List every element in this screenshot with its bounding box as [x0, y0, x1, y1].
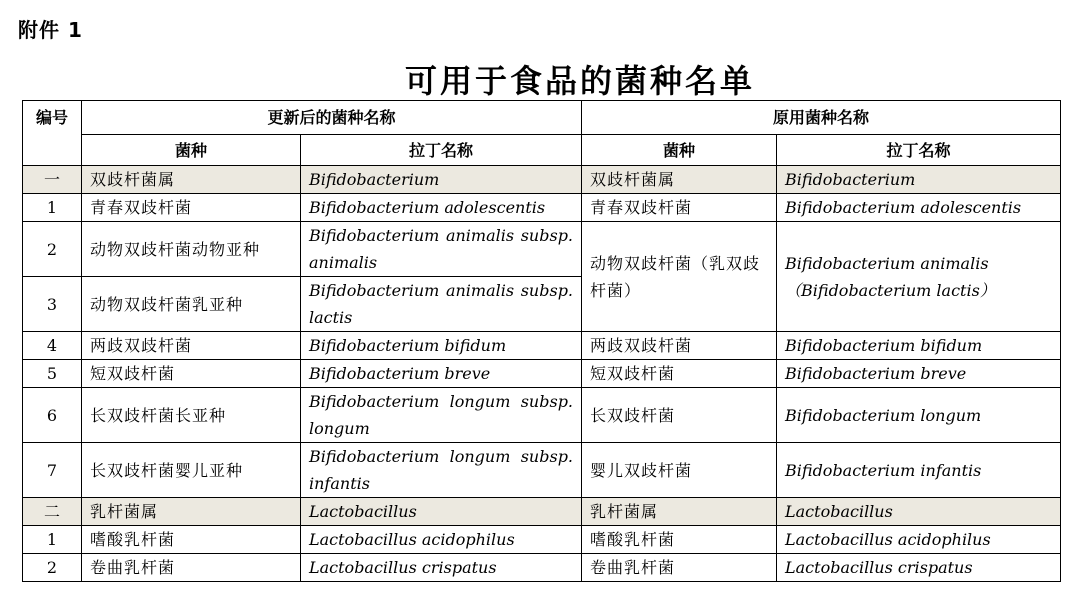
- table-row: [23, 388, 1061, 443]
- table-row: [23, 332, 1061, 360]
- species-latin: [301, 277, 582, 332]
- species-latin-line1: Bifidobacterium animalis subsp.: [309, 281, 574, 300]
- orig-species-latin: Bifidobacterium infantis: [777, 443, 1061, 498]
- species-cn: 两歧双歧杆菌: [82, 332, 301, 360]
- orig-species-latin: Bifidobacterium breve: [777, 360, 1061, 388]
- header-species: 菌种: [82, 135, 301, 166]
- row-number: 7: [23, 443, 82, 498]
- species-cn: 长双歧杆菌婴儿亚种: [82, 443, 301, 498]
- orig-species-latin: Bifidobacterium: [777, 166, 1061, 194]
- species-cn: 长双歧杆菌长亚种: [82, 388, 301, 443]
- species-latin-line2: infantis: [309, 474, 370, 493]
- orig-species-cn: 卷曲乳杆菌: [582, 554, 777, 582]
- orig-latin-line2: （Bifidobacterium lactis）: [785, 280, 996, 300]
- orig-species-cn: 短双歧杆菌: [582, 360, 777, 388]
- table-row: [23, 222, 1061, 277]
- orig-species-latin: Bifidobacterium bifidum: [777, 332, 1061, 360]
- orig-latin-line1: Bifidobacterium animalis: [785, 253, 989, 273]
- header-row-1: [23, 101, 1061, 135]
- row-number: 一: [23, 166, 82, 194]
- species-cn: 乳杆菌属: [82, 498, 301, 526]
- species-latin: Lactobacillus: [301, 498, 582, 526]
- header-updated-name: 更新后的菌种名称: [82, 101, 582, 135]
- header-orig-species: 菌种: [582, 135, 777, 166]
- strain-table: [22, 100, 1061, 582]
- orig-species-latin: Lactobacillus: [777, 498, 1061, 526]
- species-cn: 动物双歧杆菌乳亚种: [82, 277, 301, 332]
- header-original-name: 原用菌种名称: [582, 101, 1061, 135]
- row-number: 4: [23, 332, 82, 360]
- species-cn: 双歧杆菌属: [82, 166, 301, 194]
- table-row-genus: [23, 498, 1061, 526]
- header-latin-name: 拉丁名称: [301, 135, 582, 166]
- row-number: 3: [23, 277, 82, 332]
- species-latin: [301, 388, 582, 443]
- species-latin: Bifidobacterium bifidum: [301, 332, 582, 360]
- attachment-label: 附件 1: [18, 18, 83, 42]
- orig-species-cn: 两歧双歧杆菌: [582, 332, 777, 360]
- species-latin: Bifidobacterium breve: [301, 360, 582, 388]
- species-latin-line1: Bifidobacterium longum subsp.: [309, 392, 574, 411]
- species-cn: 动物双歧杆菌动物亚种: [82, 222, 301, 277]
- orig-species-cn: 青春双歧杆菌: [582, 194, 777, 222]
- species-latin-line2: longum: [309, 419, 370, 438]
- species-latin: Lactobacillus acidophilus: [301, 526, 582, 554]
- species-cn: 卷曲乳杆菌: [82, 554, 301, 582]
- table-row: [23, 443, 1061, 498]
- orig-species-cn: 双歧杆菌属: [582, 166, 777, 194]
- species-latin: Bifidobacterium adolescentis: [301, 194, 582, 222]
- species-latin-line2: animalis: [309, 253, 378, 272]
- species-latin: [301, 443, 582, 498]
- species-cn: 嗜酸乳杆菌: [82, 526, 301, 554]
- table-row: [23, 360, 1061, 388]
- orig-species-latin: Bifidobacterium adolescentis: [777, 194, 1061, 222]
- row-number: 1: [23, 194, 82, 222]
- orig-species-latin: Bifidobacterium longum: [777, 388, 1061, 443]
- species-latin: [301, 222, 582, 277]
- row-number: 5: [23, 360, 82, 388]
- orig-species-cn: 乳杆菌属: [582, 498, 777, 526]
- row-number: 6: [23, 388, 82, 443]
- species-cn: 短双歧杆菌: [82, 360, 301, 388]
- row-number: 二: [23, 498, 82, 526]
- header-number: 编号: [23, 101, 82, 166]
- orig-species-cn: 长双歧杆菌: [582, 388, 777, 443]
- document-title: 可用于食品的菌种名单: [404, 62, 755, 100]
- orig-species-cn: 婴儿双歧杆菌: [582, 443, 777, 498]
- orig-species-latin: [777, 222, 1061, 332]
- table-row-genus: [23, 166, 1061, 194]
- orig-species-latin: Lactobacillus crispatus: [777, 554, 1061, 582]
- species-latin: Lactobacillus crispatus: [301, 554, 582, 582]
- row-number: 1: [23, 526, 82, 554]
- species-latin-line1: Bifidobacterium animalis subsp.: [309, 226, 574, 245]
- header-row-2: [23, 135, 1061, 166]
- orig-species-latin: Lactobacillus acidophilus: [777, 526, 1061, 554]
- header-orig-latin-name: 拉丁名称: [777, 135, 1061, 166]
- row-number: 2: [23, 554, 82, 582]
- orig-species-cn: 动物双歧杆菌（乳双歧杆菌）: [582, 222, 777, 332]
- table-row: [23, 554, 1061, 582]
- orig-species-cn: 嗜酸乳杆菌: [582, 526, 777, 554]
- row-number: 2: [23, 222, 82, 277]
- species-latin: Bifidobacterium: [301, 166, 582, 194]
- species-cn: 青春双歧杆菌: [82, 194, 301, 222]
- table-row: [23, 194, 1061, 222]
- table-row: [23, 526, 1061, 554]
- species-latin-line1: Bifidobacterium longum subsp.: [309, 447, 574, 466]
- species-latin-line2: lactis: [309, 308, 353, 327]
